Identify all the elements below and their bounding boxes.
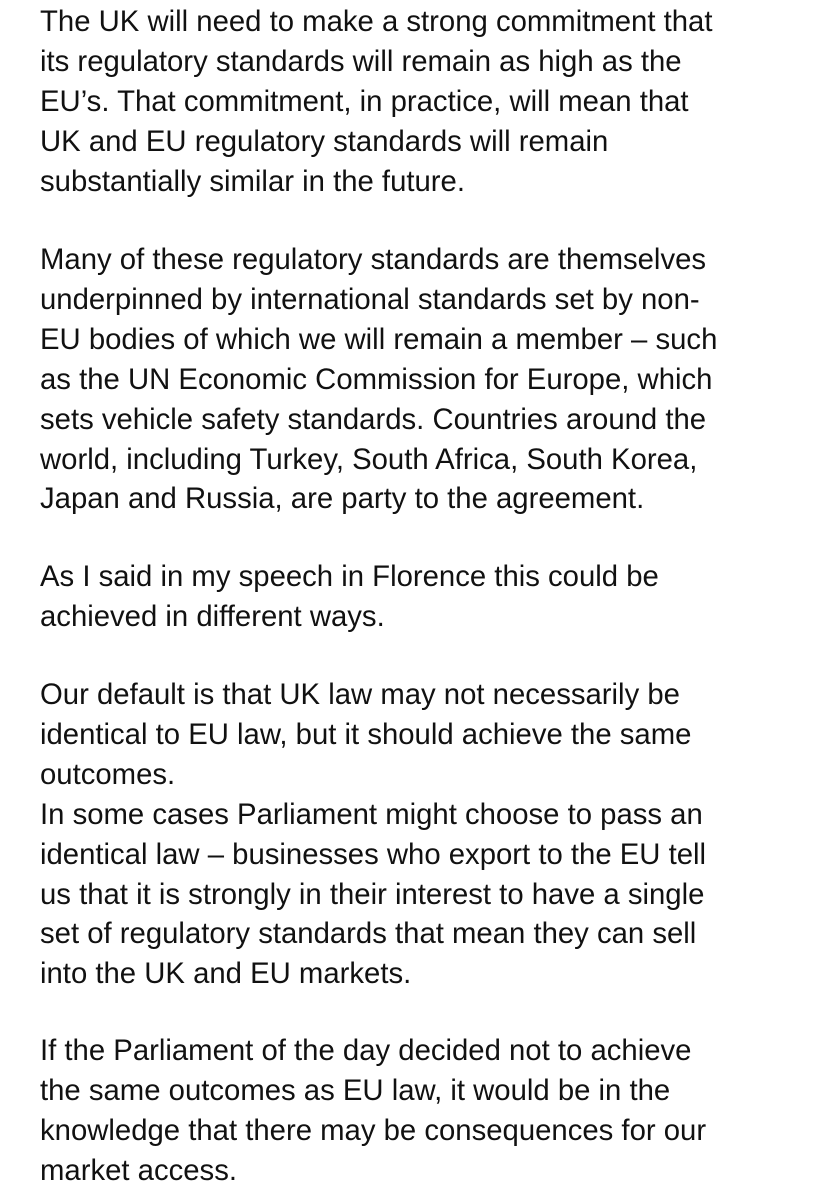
text-line: The UK will need to make a strong commitment that: [40, 5, 713, 38]
paragraph-parliament-consequences: [40, 1031, 800, 1191]
text-line: as the UN Economic Commission for Europe, which: [40, 362, 713, 396]
text-line: sets vehicle safety standards. Countries around the: [40, 402, 707, 436]
text-line: Many of these regulatory standards are themselves: [40, 243, 707, 276]
text-line: into the UK and EU markets.: [40, 957, 412, 991]
text-line: As I said in my speech in Florence this could be: [40, 560, 659, 593]
text-line: Our default is that UK law may not necessarily be: [40, 678, 680, 711]
text-line: UK and EU regulatory standards will remain: [40, 124, 609, 158]
text-line: substantially similar in the future.: [40, 164, 465, 198]
text-line: identical to EU law, but it should achieve the same: [40, 717, 692, 751]
text-line: achieved in different ways.: [40, 599, 385, 633]
text-line: the same outcomes as EU law, it would be in the: [40, 1073, 671, 1107]
paragraph-international-standards: [40, 240, 800, 519]
text-line: its regulatory standards will remain as high as the: [40, 44, 682, 78]
text-line: world, including Turkey, South Africa, South Korea,: [40, 442, 698, 476]
text-line: us that it is strongly in their interest to have a single: [40, 877, 705, 911]
paragraph-regulatory-commitment: [40, 2, 800, 202]
text-line: In some cases Parliament might choose to pass an: [40, 797, 703, 831]
text-line: EU bodies of which we will remain a member – such: [40, 322, 718, 356]
text-line: outcomes.: [40, 757, 176, 791]
paragraph-default-approach: [40, 675, 800, 994]
text-line: set of regulatory standards that mean they can sell: [40, 917, 697, 951]
text-line: If the Parliament of the day decided not to achieve: [40, 1034, 692, 1067]
text-line: market access.: [40, 1153, 237, 1187]
text-line: Japan and Russia, are party to the agreement.: [40, 482, 645, 516]
text-line: underpinned by international standards set by non-: [40, 282, 700, 316]
paragraph-florence-speech: [40, 557, 800, 637]
text-line: knowledge that there may be consequences for our: [40, 1113, 707, 1147]
text-line: EU’s. That commitment, in practice, will mean that: [40, 84, 689, 118]
text-line: identical law – businesses who export to the EU tell: [40, 837, 707, 871]
